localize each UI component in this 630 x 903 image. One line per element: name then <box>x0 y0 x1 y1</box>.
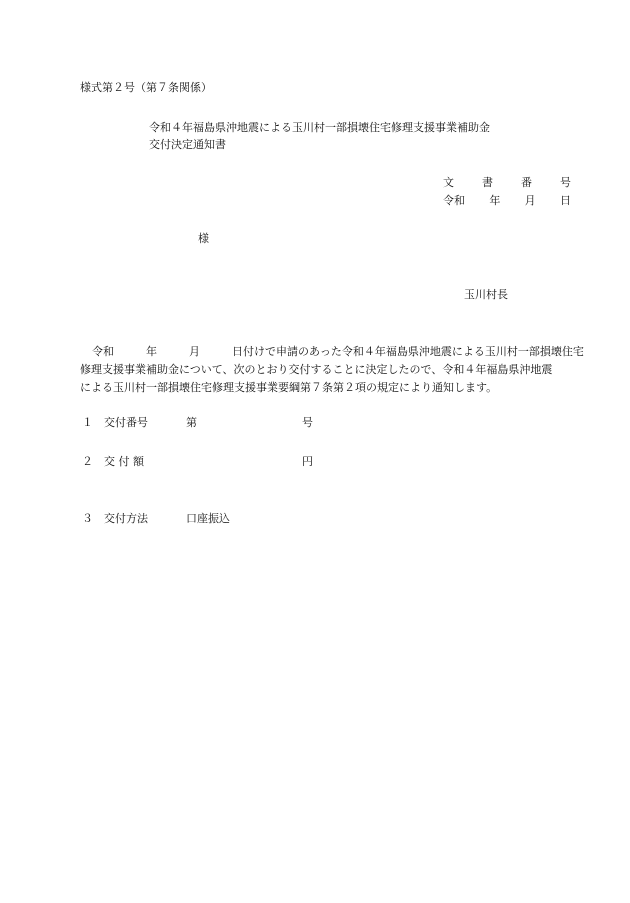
item-grant-amount <box>82 455 313 469</box>
item-number: １ <box>82 416 93 429</box>
item-label: 交付方法 <box>104 512 148 525</box>
date-era: 令和 <box>443 194 465 207</box>
item-grant-method <box>82 512 302 526</box>
document-date-field <box>443 194 571 208</box>
issuer-name: 玉川村長 <box>464 288 508 301</box>
body-era: 令和 <box>92 345 114 358</box>
document-title-line-2: 交付決定通知書 <box>149 138 226 151</box>
document-number-char: 文 <box>443 176 454 189</box>
body-month: 月 <box>189 345 200 358</box>
document-number-char: 番 <box>521 176 532 189</box>
body-year: 年 <box>146 345 157 358</box>
document-number-char: 書 <box>482 176 493 189</box>
item-value-suffix: 円 <box>302 455 313 468</box>
item-label: 交 付 額 <box>104 455 144 468</box>
recipient-honorific: 様 <box>198 232 209 245</box>
body-line-3: による玉川村一部損壊住宅修理支援事業要綱第７条第２項の規定により通知します。 <box>80 381 498 394</box>
date-month: 月 <box>524 194 536 207</box>
item-number: ２ <box>82 455 93 468</box>
date-day: 日 <box>559 194 571 207</box>
item-value-prefix: 第 <box>186 416 197 429</box>
body-line-1 <box>80 343 584 361</box>
document-number-char: 号 <box>560 176 571 189</box>
form-number: 様式第２号（第７条関係） <box>80 81 212 94</box>
body-text-rest: 日付けで申請のあった令和４年福島県沖地震による玉川村一部損壊住宅 <box>232 345 584 358</box>
document-title-line-1: 令和４年福島県沖地震による玉川村一部損壊住宅修理支援事業補助金 <box>149 121 490 134</box>
item-value-prefix <box>186 455 302 469</box>
item-number: ３ <box>82 512 93 525</box>
date-year: 年 <box>489 194 501 207</box>
item-grant-number <box>82 416 313 430</box>
item-value: 口座振込 <box>186 512 230 525</box>
item-label: 交付番号 <box>104 416 148 429</box>
body-line-2: 修理支援事業補助金について、次のとおり交付することに決定したので、令和４年福島県沖地震 <box>80 363 553 376</box>
notification-body <box>80 343 584 397</box>
document-number-field <box>443 176 571 190</box>
item-value-suffix: 号 <box>302 416 313 429</box>
